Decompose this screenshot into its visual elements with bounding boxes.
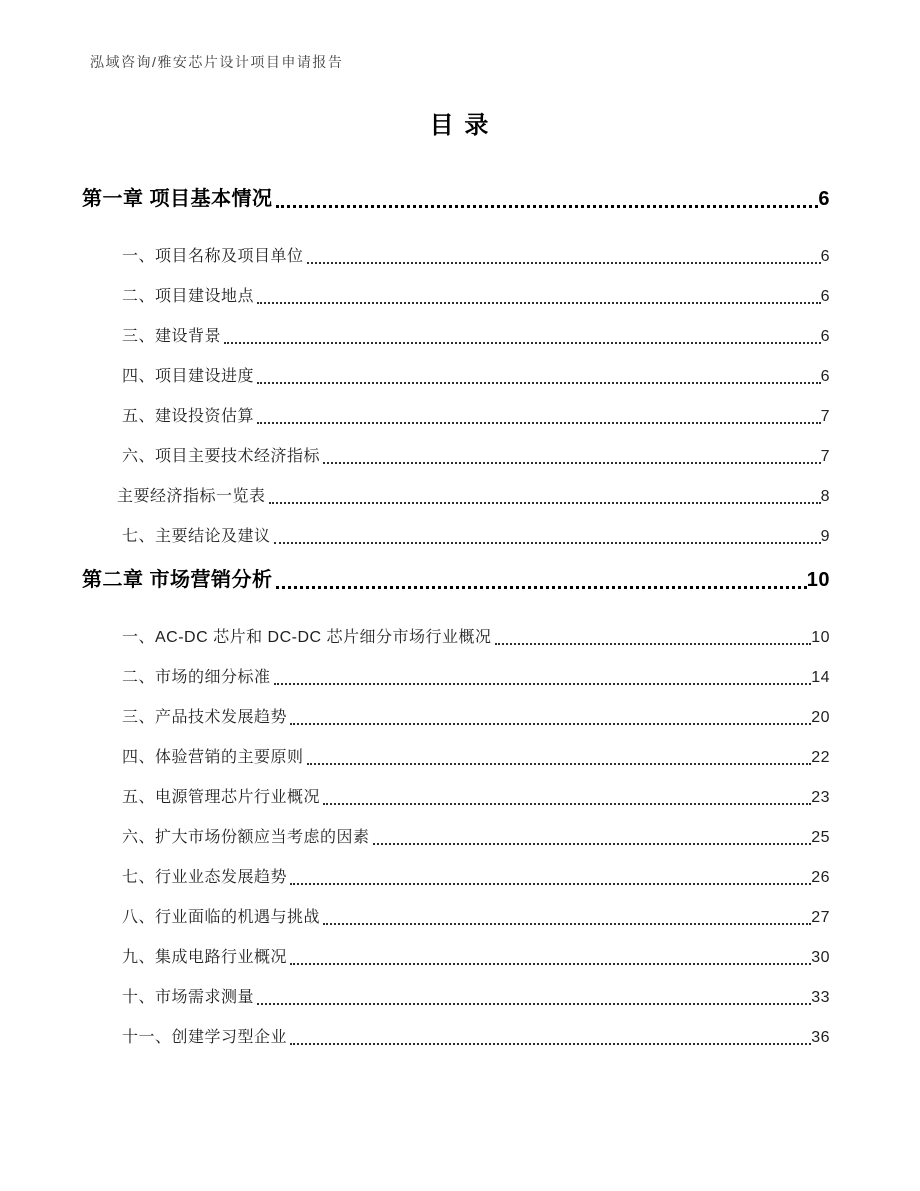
dotted-leader	[274, 542, 821, 544]
toc-page-number: 10	[811, 629, 830, 646]
toc-item-row[interactable]	[82, 948, 830, 968]
toc-page-number: 14	[811, 669, 830, 686]
dotted-leader	[276, 586, 807, 589]
dotted-leader	[323, 803, 811, 805]
toc-item-row[interactable]	[82, 988, 830, 1008]
toc-item-label: 三、产品技术发展趋势	[122, 709, 288, 726]
toc-page-number: 6	[820, 368, 830, 385]
toc-page-number: 30	[811, 949, 830, 966]
toc-page-number: 6	[820, 328, 830, 345]
toc-item-row[interactable]	[82, 908, 830, 928]
toc-item-label: 二、项目建设地点	[122, 288, 255, 305]
toc-item-row[interactable]	[82, 668, 830, 688]
dotted-leader	[274, 683, 812, 685]
toc-item-label: 八、行业面临的机遇与挑战	[122, 909, 321, 926]
toc-item-row[interactable]	[82, 487, 830, 507]
dotted-leader	[224, 342, 821, 344]
toc-page-number: 26	[811, 869, 830, 886]
toc-item-row[interactable]	[82, 628, 830, 648]
toc-item-row[interactable]	[82, 407, 830, 427]
page-title: 目 录	[429, 112, 491, 139]
toc-item-row[interactable]	[82, 287, 830, 307]
toc-page-number: 9	[820, 528, 830, 545]
dotted-leader	[373, 843, 812, 845]
toc-item-row[interactable]	[82, 748, 830, 768]
dotted-leader	[323, 923, 811, 925]
toc-item-label: 十一、创建学习型企业	[122, 1029, 288, 1046]
toc-page-number: 22	[811, 749, 830, 766]
toc-item-row[interactable]	[82, 247, 830, 267]
dotted-leader	[495, 643, 812, 645]
toc-item-row[interactable]	[82, 527, 830, 547]
dotted-leader	[257, 1003, 811, 1005]
toc-page-number: 8	[820, 488, 830, 505]
toc-item-row[interactable]	[82, 367, 830, 387]
dotted-leader	[307, 262, 821, 264]
dotted-leader	[257, 302, 821, 304]
toc-item-label: 二、市场的细分标准	[122, 669, 271, 686]
dotted-leader	[290, 963, 811, 965]
toc-page-number: 6	[818, 188, 830, 210]
toc-item-label: 六、扩大市场份额应当考虑的因素	[122, 829, 370, 846]
dotted-leader	[257, 422, 821, 424]
toc-item-label: 十、市场需求测量	[122, 989, 255, 1006]
toc-item-label: 七、主要结论及建议	[122, 528, 271, 545]
dotted-leader	[307, 763, 812, 765]
dotted-leader	[269, 502, 821, 504]
toc-item-row[interactable]	[82, 327, 830, 347]
toc-item-label: 一、AC-DC 芯片和 DC-DC 芯片细分市场行业概况	[122, 629, 492, 646]
toc-page-number: 7	[820, 448, 830, 465]
toc-item-label: 九、集成电路行业概况	[122, 949, 288, 966]
toc-page-number: 10	[806, 569, 830, 591]
toc-item-label: 四、体验营销的主要原则	[122, 749, 304, 766]
toc-item-label: 六、项目主要技术经济指标	[122, 448, 321, 465]
toc-page-number: 23	[811, 789, 830, 806]
toc-page-number: 36	[811, 1029, 830, 1046]
toc-page-number: 6	[820, 248, 830, 265]
toc-item-label: 一、项目名称及项目单位	[122, 248, 304, 265]
document-header: 泓域咨询/雅安芯片设计项目申请报告	[90, 54, 344, 70]
toc-item-row[interactable]	[82, 868, 830, 888]
dotted-leader	[276, 205, 819, 208]
toc-item-row[interactable]	[82, 1028, 830, 1048]
toc-item-label: 主要经济指标一览表	[117, 488, 266, 505]
toc-item-row[interactable]	[82, 828, 830, 848]
toc-chapter-label: 第二章 市场营销分析	[82, 569, 273, 591]
toc-page-number: 7	[820, 408, 830, 425]
toc-item-label: 四、项目建设进度	[122, 368, 255, 385]
toc-page-number: 20	[811, 709, 830, 726]
toc-page-number: 6	[820, 288, 830, 305]
dotted-leader	[257, 382, 821, 384]
toc-chapter-row[interactable]	[82, 186, 830, 213]
toc-item-label: 五、电源管理芯片行业概况	[122, 789, 321, 806]
toc-chapter-label: 第一章 项目基本情况	[82, 188, 273, 210]
table-of-contents	[82, 186, 830, 1068]
toc-item-row[interactable]	[82, 447, 830, 467]
toc-item-row[interactable]	[82, 708, 830, 728]
toc-item-label: 三、建设背景	[122, 328, 222, 345]
toc-page-number: 25	[811, 829, 830, 846]
dotted-leader	[290, 883, 811, 885]
toc-item-label: 七、行业业态发展趋势	[122, 869, 288, 886]
dotted-leader	[290, 1043, 811, 1045]
toc-chapter-row[interactable]	[82, 567, 830, 594]
toc-item-row[interactable]	[82, 788, 830, 808]
dotted-leader	[290, 723, 811, 725]
toc-page-number: 33	[811, 989, 830, 1006]
dotted-leader	[323, 462, 821, 464]
toc-item-label: 五、建设投资估算	[122, 408, 255, 425]
toc-page-number: 27	[811, 909, 830, 926]
